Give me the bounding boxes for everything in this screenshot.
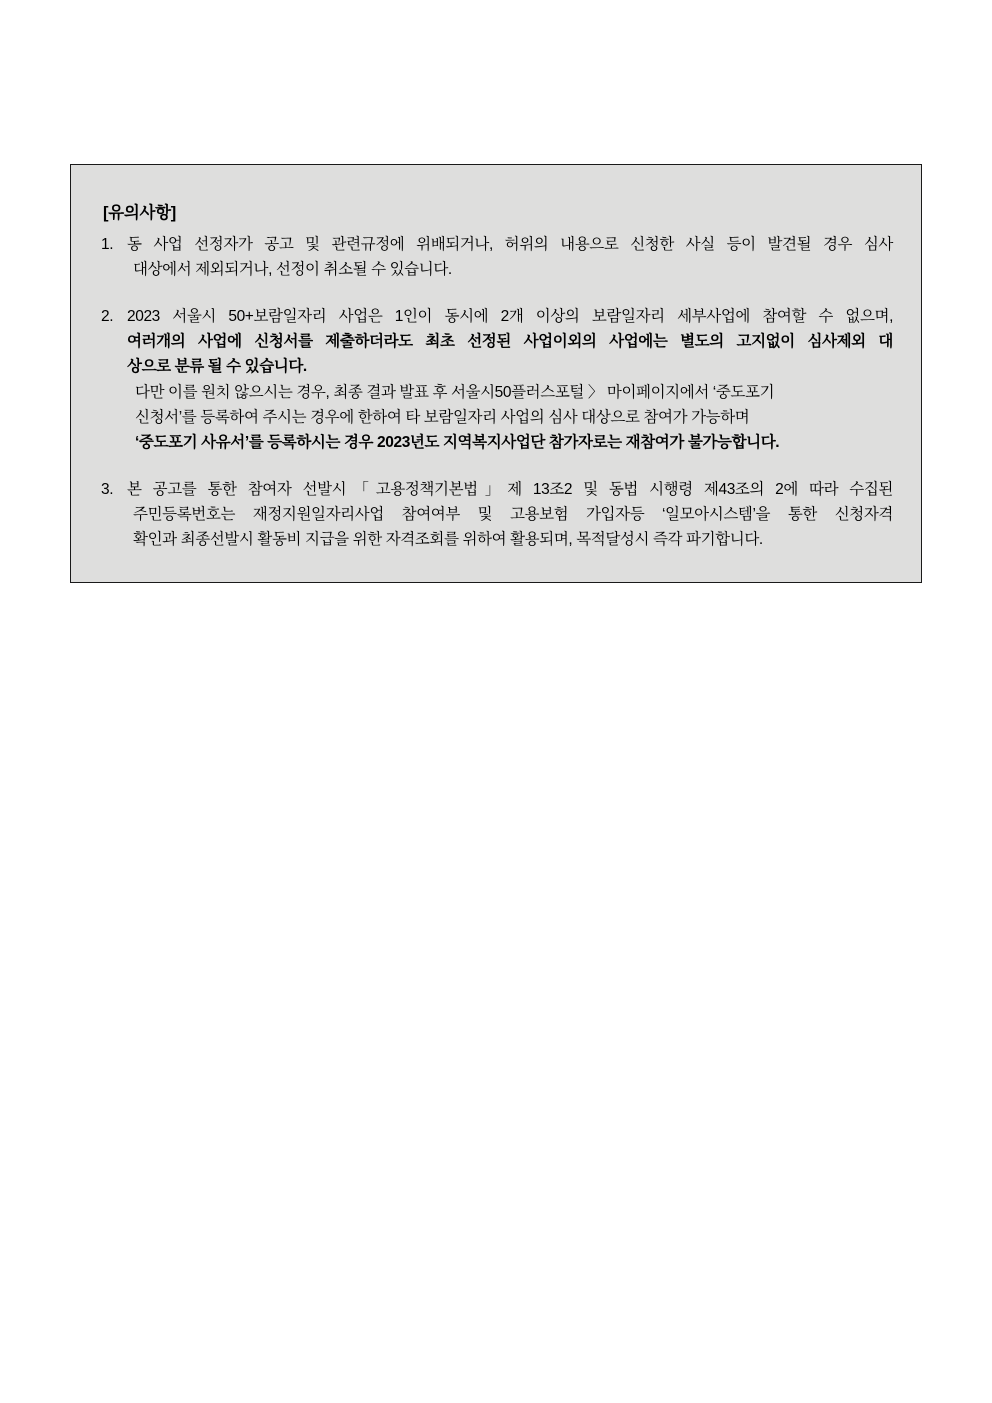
notice-subline: 다만 이를 원치 않으시는 경우, 최종 결과 발표 후 서울시50플러스포털 〉 마이페이지에서 ‘중도포기 <box>135 383 775 401</box>
notice-line: 대상에서 제외되거나, 선정이 취소될 수 있습니다. <box>133 261 452 279</box>
notice-item-number: 1. <box>101 236 114 253</box>
notice-title: [유의사항] <box>103 204 176 222</box>
notice-line: 상으로 분류 될 수 있습니다. <box>127 358 307 376</box>
notice-subline: 신청서’를 등록하여 주시는 경우에 한하여 타 보람일자리 사업의 심사 대상으로 참여가 가능하며 <box>135 408 750 426</box>
notice-item <box>101 304 893 455</box>
notice-box <box>70 164 922 583</box>
notice-item-body <box>127 477 893 552</box>
notice-line: 동 사업 선정자가 공고 및 관련규정에 위배되거나, 허위의 내용으로 신청한 사실 등이 발견될 경우 심사 <box>127 236 893 253</box>
notice-line: 2023 서울시 50+보람일자리 사업은 1인이 동시에 2개 이상의 보람일자리 세부사업에 참여할 수 없으며, <box>127 308 893 326</box>
notice-item-body <box>127 232 893 282</box>
notice-item <box>101 477 893 552</box>
notice-item <box>101 232 893 282</box>
notice-line: 확인과 최종선발시 활동비 지급을 위한 자격조회를 위하여 활용되며, 목적달성시 즉각 파기합니다. <box>133 531 763 549</box>
notice-item-number: 3. <box>101 480 114 498</box>
notice-item-number: 2. <box>101 308 114 326</box>
notice-line: 주민등록번호는 재정지원일자리사업 참여여부 및 고용보험 가입자등 ‘일모아시스템’을 통한 신청자격 <box>133 505 893 523</box>
notice-line: 본 공고를 통한 참여자 선발시「고용정책기본법」제 13조2 및 동법 시행령 제43조의 2에 따라 수집된 <box>127 480 893 498</box>
notice-item-body <box>127 304 893 455</box>
notice-line: 여러개의 사업에 신청서를 제출하더라도 최초 선정된 사업이외의 사업에는 별도의 고지없이 심사제외 대 <box>127 333 893 351</box>
notice-subline: ‘중도포기 사유서’를 등록하시는 경우 2023년도 지역복지사업단 참가자로는 재참여가 불가능합니다. <box>135 433 780 451</box>
